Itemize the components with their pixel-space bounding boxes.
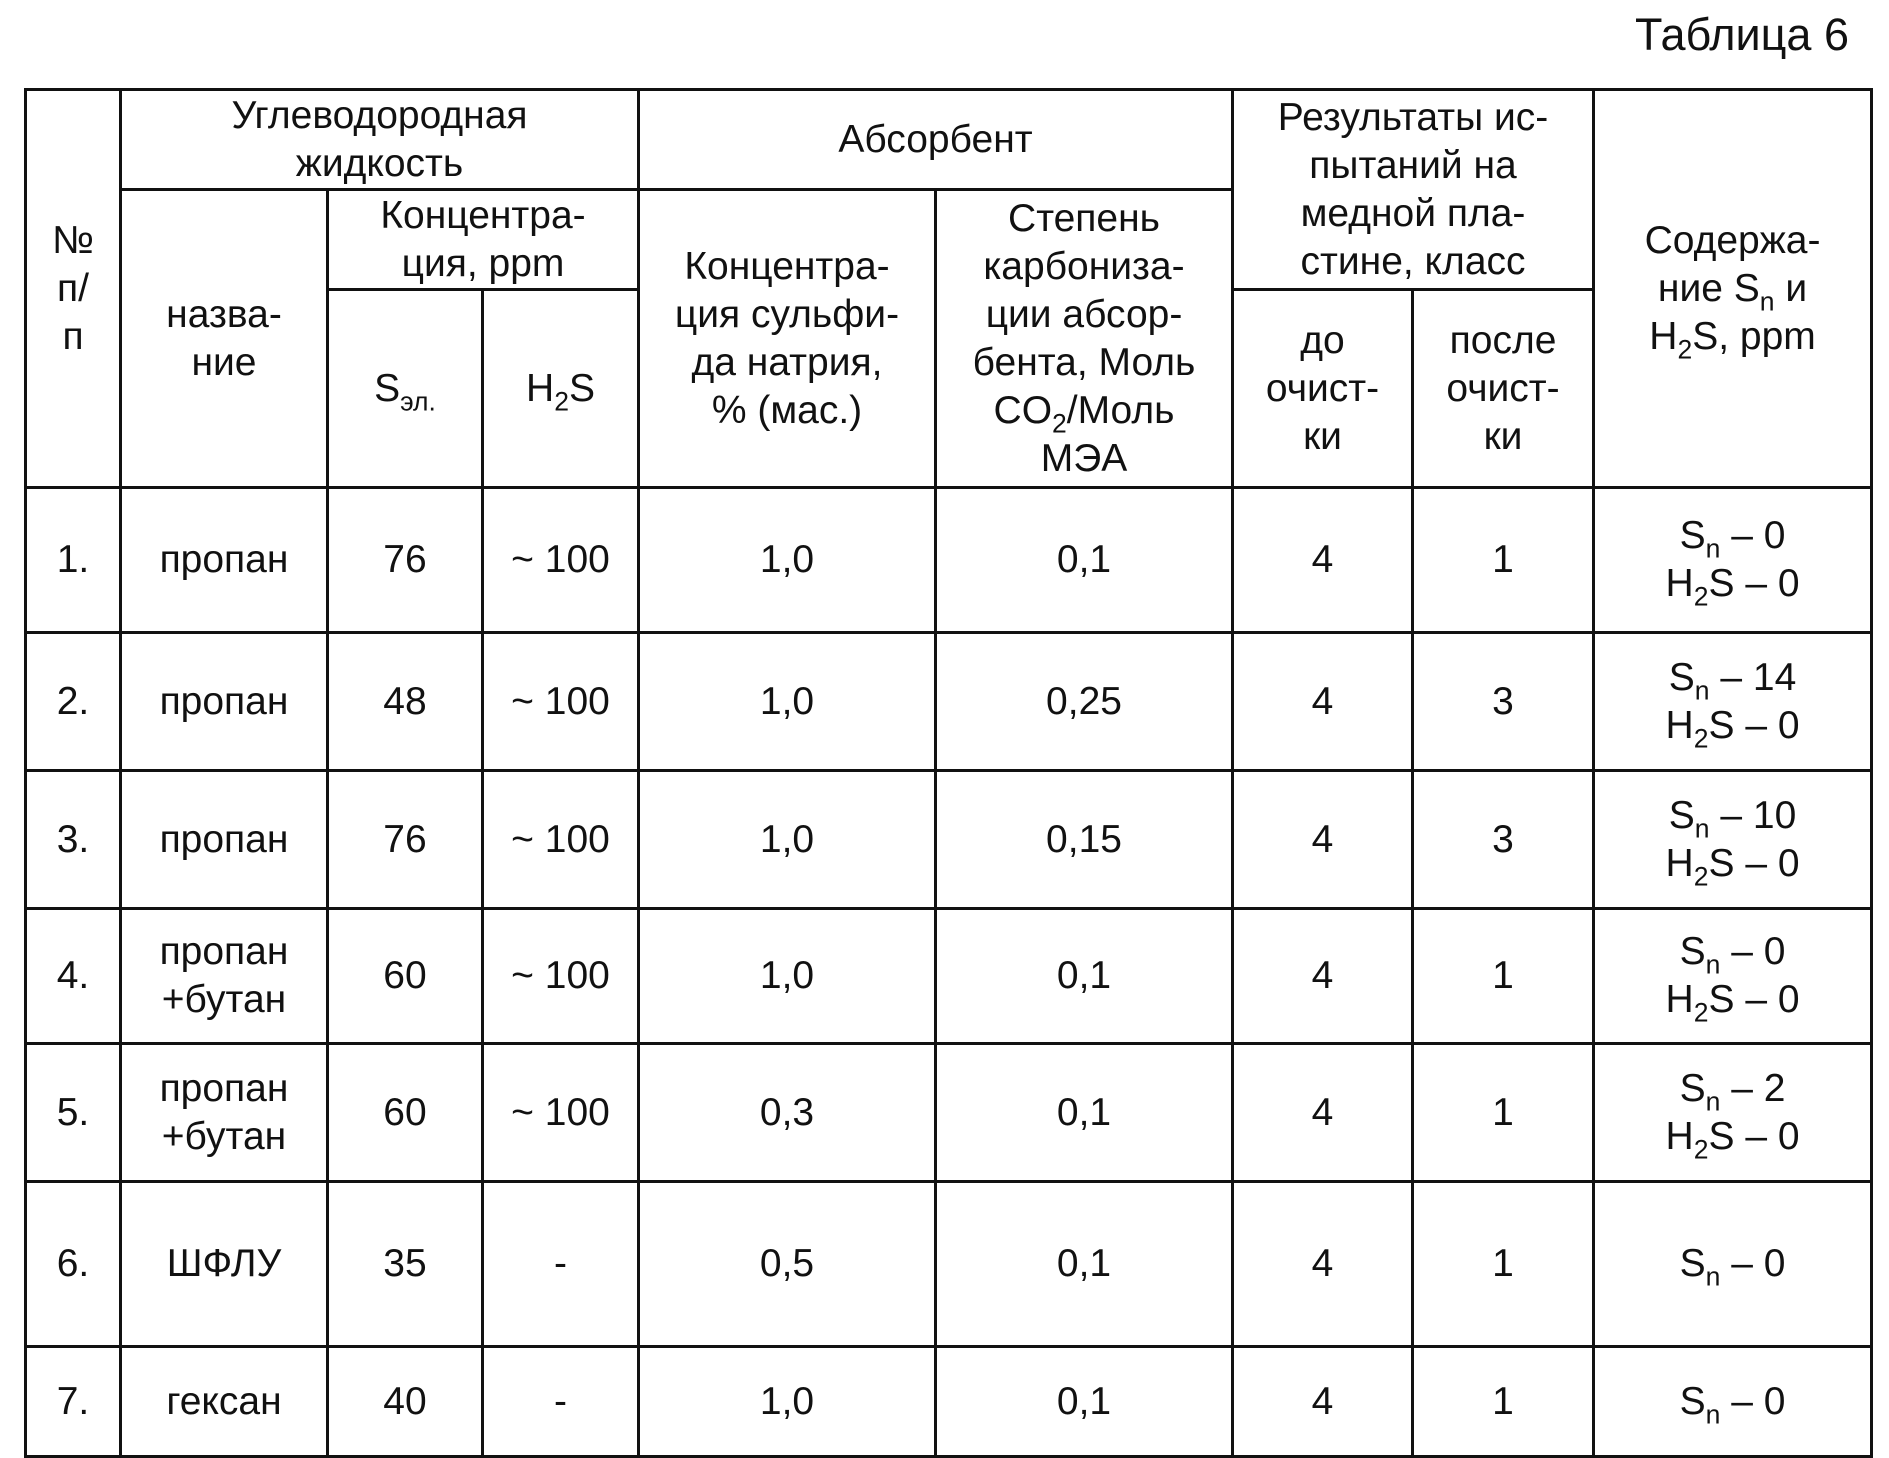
- cell-sulfide-concentration: 0,3: [639, 1044, 936, 1182]
- cell-h2s: ~ 100: [483, 488, 639, 633]
- header-before-cleaning: до очист- ки: [1233, 290, 1413, 488]
- cell-h2s: ~ 100: [483, 633, 639, 771]
- cell-before: 4: [1233, 488, 1413, 633]
- table-row: [26, 488, 1872, 633]
- header-s-el: $S_{эл.}$: [328, 290, 483, 488]
- cell-s-el: 60: [328, 1044, 483, 1182]
- cell-num: 7.: [26, 1347, 121, 1457]
- cell-s-el: 76: [328, 771, 483, 909]
- cell-num: 4.: [26, 909, 121, 1044]
- cell-after: 3: [1413, 633, 1594, 771]
- cell-content: $S_n - 10$ $H_2S - 0$: [1594, 771, 1872, 909]
- cell-num: 5.: [26, 1044, 121, 1182]
- cell-carbonization: 0,1: [936, 1182, 1233, 1347]
- cell-num: 3.: [26, 771, 121, 909]
- cell-content: $S_n - 0$: [1594, 1347, 1872, 1457]
- cell-name: гексан: [121, 1347, 328, 1457]
- table-row: [26, 909, 1872, 1044]
- cell-after: 1: [1413, 1182, 1594, 1347]
- cell-num: 1.: [26, 488, 121, 633]
- cell-carbonization: 0,15: [936, 771, 1233, 909]
- cell-content: $S_n - 14$ $H_2S - 0$: [1594, 633, 1872, 771]
- cell-name: ШФЛУ: [121, 1182, 328, 1347]
- cell-before: 4: [1233, 1182, 1413, 1347]
- header-after-cleaning: после очист- ки: [1413, 290, 1594, 488]
- header-sulfide-concentration: Концентра- ция сульфи- да натрия, % (мас.): [639, 190, 936, 488]
- cell-h2s: -: [483, 1347, 639, 1457]
- header-hydrocarbon-liquid: Углеводородная жидкость: [121, 90, 639, 190]
- cell-h2s: -: [483, 1182, 639, 1347]
- cell-num: 2.: [26, 633, 121, 771]
- cell-before: 4: [1233, 771, 1413, 909]
- cell-sulfide-concentration: 0,5: [639, 1182, 936, 1347]
- cell-sulfide-concentration: 1,0: [639, 909, 936, 1044]
- cell-content: $S_n - 0$: [1594, 1182, 1872, 1347]
- cell-sulfide-concentration: 1,0: [639, 488, 936, 633]
- cell-sulfide-concentration: 1,0: [639, 633, 936, 771]
- header-content: Содержа- ние $S_n$ и $H_2S$, ppm: [1594, 90, 1872, 488]
- cell-after: 1: [1413, 1044, 1594, 1182]
- cell-after: 3: [1413, 771, 1594, 909]
- cell-name: пропан: [121, 488, 328, 633]
- cell-content: $S_n - 0$ $H_2S - 0$: [1594, 909, 1872, 1044]
- cell-carbonization: 0,1: [936, 1044, 1233, 1182]
- cell-before: 4: [1233, 1347, 1413, 1457]
- cell-name: пропан +бутан: [121, 1044, 328, 1182]
- cell-s-el: 35: [328, 1182, 483, 1347]
- cell-name: пропан: [121, 633, 328, 771]
- cell-content: $S_n - 0$ $H_2S - 0$: [1594, 488, 1872, 633]
- results-table: [24, 88, 1873, 1458]
- header-copper-plate-results: Результаты ис- пытаний на медной пла- стине, класс: [1233, 90, 1594, 290]
- cell-before: 4: [1233, 1044, 1413, 1182]
- cell-s-el: 76: [328, 488, 483, 633]
- cell-carbonization: 0,1: [936, 909, 1233, 1044]
- table-row: [26, 1182, 1872, 1347]
- cell-before: 4: [1233, 909, 1413, 1044]
- header-name: назва- ние: [121, 190, 328, 488]
- cell-h2s: ~ 100: [483, 771, 639, 909]
- header-absorbent: Абсорбент: [639, 90, 1233, 190]
- table-row: [26, 1347, 1872, 1457]
- cell-h2s: ~ 100: [483, 909, 639, 1044]
- cell-name: пропан +бутан: [121, 909, 328, 1044]
- header-carbonization-degree: Степень карбониза- ции абсор- бента, Моль $CO_2$/Моль МЭА: [936, 190, 1233, 488]
- cell-h2s: ~ 100: [483, 1044, 639, 1182]
- table-row: [26, 633, 1872, 771]
- cell-after: 1: [1413, 488, 1594, 633]
- cell-sulfide-concentration: 1,0: [639, 771, 936, 909]
- cell-carbonization: 0,25: [936, 633, 1233, 771]
- table-row: [26, 1044, 1872, 1182]
- cell-num: 6.: [26, 1182, 121, 1347]
- cell-s-el: 40: [328, 1347, 483, 1457]
- cell-carbonization: 0,1: [936, 1347, 1233, 1457]
- cell-after: 1: [1413, 1347, 1594, 1457]
- cell-s-el: 60: [328, 909, 483, 1044]
- table-row: [26, 771, 1872, 909]
- header-h2s: $H_2S$: [483, 290, 639, 488]
- cell-sulfide-concentration: 1,0: [639, 1347, 936, 1457]
- header-concentration: Концентра- ция, ppm: [328, 190, 639, 290]
- cell-content: $S_n - 2$ $H_2S - 0$: [1594, 1044, 1872, 1182]
- cell-s-el: 48: [328, 633, 483, 771]
- cell-after: 1: [1413, 909, 1594, 1044]
- cell-name: пропан: [121, 771, 328, 909]
- table-caption: Таблица 6: [1635, 9, 1849, 60]
- cell-carbonization: 0,1: [936, 488, 1233, 633]
- cell-before: 4: [1233, 633, 1413, 771]
- header-num: № п/ п: [26, 90, 121, 488]
